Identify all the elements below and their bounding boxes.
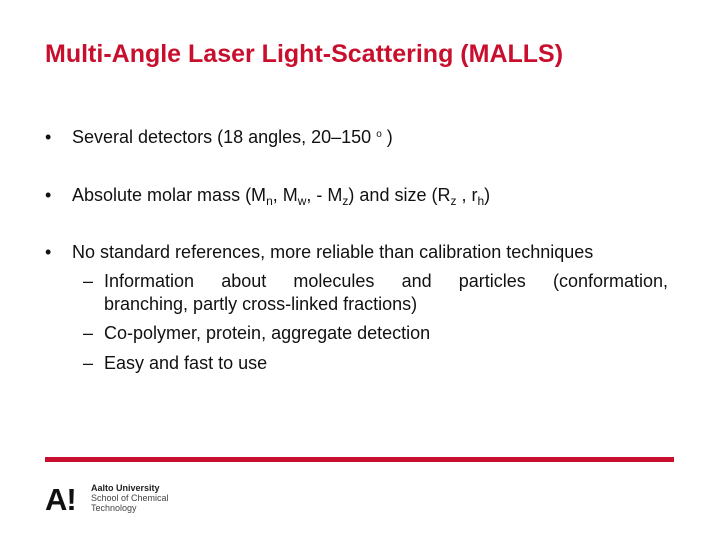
bullet-marker: • <box>45 242 52 262</box>
aalto-logo-icon: A! <box>45 482 76 517</box>
school-name-line1: School of Chemical <box>91 493 169 503</box>
slide-title: Multi-Angle Laser Light-Scattering (MALLS) <box>45 40 564 68</box>
university-name: Aalto University <box>91 483 160 493</box>
sub-item-marker: – <box>83 353 94 373</box>
school-name-line2: Technology <box>91 503 137 513</box>
bullet-text: No standard references, more reliable than calibration techniques <box>72 242 594 262</box>
bullet-marker: • <box>45 185 52 205</box>
sub-item-text: Easy and fast to use <box>104 353 268 373</box>
bullet-text: Several detectors (18 angles, 20–150 $^o$ ) <box>72 127 393 147</box>
footer-divider <box>45 457 674 462</box>
institution-name <box>91 483 169 513</box>
sub-item-marker: – <box>83 323 94 343</box>
sub-item-text-line1: Information about molecules and particles (conformation, <box>104 271 668 291</box>
bullet-text: Absolute molar mass ($M_n$, $M_w$, - $M_z$) and size ($R_z$ , $r_h$) <box>72 185 491 208</box>
sub-item-text-line2: branching, partly cross-linked fractions) <box>104 294 418 314</box>
degree-symbol: o <box>376 129 382 140</box>
sub-item-text: Co-polymer, protein, aggregate detection <box>104 323 431 343</box>
bullet-marker: • <box>45 127 52 147</box>
sub-item-marker: – <box>83 271 94 291</box>
